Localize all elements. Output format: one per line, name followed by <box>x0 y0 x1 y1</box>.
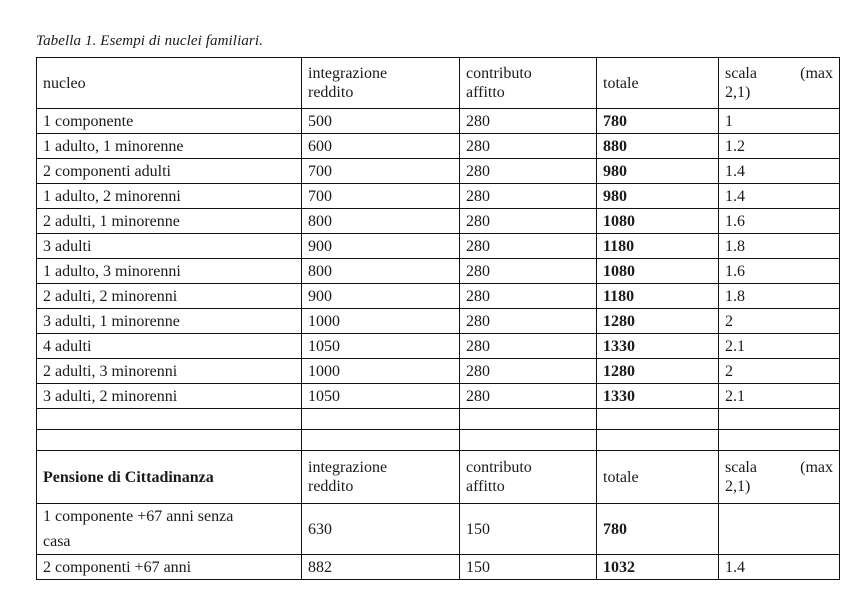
empty-cell <box>460 430 597 451</box>
table-row <box>37 309 840 334</box>
table-row <box>37 555 840 580</box>
cell-nucleo: 3 adulti <box>37 234 302 259</box>
pensione-header-integrazione-line1: integrazione <box>308 459 388 476</box>
header-scala-value: 2,1) <box>725 84 751 101</box>
empty-cell <box>302 409 460 430</box>
cell-nucleo: 3 adulti, 1 minorenne <box>37 309 302 334</box>
header-integrazione-line2: reddito <box>308 84 354 101</box>
cell-scala: 2 <box>719 309 840 334</box>
cell-scala: 1.4 <box>719 159 840 184</box>
cell-integrazione: 1000 <box>302 359 460 384</box>
cell-totale: 1080 <box>597 259 719 284</box>
pensione-header-integrazione <box>302 451 460 504</box>
table-row <box>37 504 840 555</box>
cell-nucleo: 4 adulti <box>37 334 302 359</box>
cell-scala: 2.1 <box>719 334 840 359</box>
cell-integrazione: 800 <box>302 259 460 284</box>
pensione-header-contributo-line2: affitto <box>466 478 505 495</box>
cell-nucleo: 2 adulti, 1 minorenne <box>37 209 302 234</box>
table-row <box>37 109 840 134</box>
header-contributo-line1: contributo <box>466 65 532 82</box>
cell-contributo: 150 <box>460 555 597 580</box>
cell-scala: 2.1 <box>719 384 840 409</box>
cell-scala: 2 <box>719 359 840 384</box>
cell-totale: 880 <box>597 134 719 159</box>
header-integrazione-line1: integrazione <box>308 65 388 82</box>
pensione-header-row <box>37 451 840 504</box>
empty-cell <box>302 430 460 451</box>
households-table <box>36 57 840 580</box>
cell-nucleo: 3 adulti, 2 minorenni <box>37 384 302 409</box>
cell-totale: 780 <box>597 109 719 134</box>
cell-scala: 1.4 <box>719 555 840 580</box>
header-totale: totale <box>597 58 719 109</box>
table-row <box>37 159 840 184</box>
cell-nucleo: 2 adulti, 3 minorenni <box>37 359 302 384</box>
cell-integrazione: 700 <box>302 184 460 209</box>
cell-totale: 1280 <box>597 309 719 334</box>
empty-cell <box>37 409 302 430</box>
pensione-header-integrazione-line2: reddito <box>308 478 354 495</box>
cell-contributo: 280 <box>460 334 597 359</box>
pensione-header-scala-value: 2,1) <box>725 478 751 495</box>
cell-totale: 1280 <box>597 359 719 384</box>
table-row <box>37 334 840 359</box>
table-caption: Tabella 1. Esempi di nuclei familiari. <box>36 33 263 49</box>
table-row <box>37 384 840 409</box>
cell-contributo: 280 <box>460 259 597 284</box>
cell-totale: 980 <box>597 159 719 184</box>
empty-row <box>37 430 840 451</box>
cell-contributo: 280 <box>460 184 597 209</box>
cell-contributo: 280 <box>460 159 597 184</box>
empty-cell <box>37 430 302 451</box>
cell-contributo: 280 <box>460 284 597 309</box>
cell-nucleo <box>37 504 302 555</box>
cell-nucleo: 2 adulti, 2 minorenni <box>37 284 302 309</box>
cell-integrazione: 600 <box>302 134 460 159</box>
header-contributo-line2: affitto <box>466 84 505 101</box>
table-row <box>37 184 840 209</box>
cell-integrazione: 1050 <box>302 334 460 359</box>
table-row <box>37 284 840 309</box>
cell-nucleo-line2: casa <box>43 533 71 550</box>
empty-cell <box>719 430 840 451</box>
cell-scala: 1.8 <box>719 234 840 259</box>
cell-nucleo: 2 componenti +67 anni <box>37 555 302 580</box>
empty-cell <box>597 409 719 430</box>
cell-contributo: 280 <box>460 109 597 134</box>
header-integrazione <box>302 58 460 109</box>
cell-nucleo: 1 componente <box>37 109 302 134</box>
table-row <box>37 259 840 284</box>
cell-integrazione: 882 <box>302 555 460 580</box>
table-header-row <box>37 58 840 109</box>
cell-scala <box>719 504 840 555</box>
cell-contributo: 280 <box>460 234 597 259</box>
cell-totale: 780 <box>597 504 719 555</box>
cell-integrazione: 630 <box>302 504 460 555</box>
cell-integrazione: 1000 <box>302 309 460 334</box>
empty-row <box>37 409 840 430</box>
header-nucleo: nucleo <box>37 58 302 109</box>
pensione-header-totale: totale <box>597 451 719 504</box>
cell-scala: 1.6 <box>719 259 840 284</box>
cell-contributo: 280 <box>460 134 597 159</box>
table-row <box>37 359 840 384</box>
cell-contributo: 150 <box>460 504 597 555</box>
cell-totale: 1180 <box>597 284 719 309</box>
cell-contributo: 280 <box>460 209 597 234</box>
cell-totale: 1032 <box>597 555 719 580</box>
cell-scala: 1.6 <box>719 209 840 234</box>
cell-totale: 1080 <box>597 209 719 234</box>
cell-nucleo: 1 adulto, 2 minorenni <box>37 184 302 209</box>
header-scala <box>719 58 840 109</box>
header-scala-word: scala <box>725 65 757 82</box>
pensione-header-scala <box>719 451 840 504</box>
cell-contributo: 280 <box>460 384 597 409</box>
cell-nucleo: 1 adulto, 3 minorenni <box>37 259 302 284</box>
cell-integrazione: 700 <box>302 159 460 184</box>
cell-integrazione: 800 <box>302 209 460 234</box>
cell-integrazione: 900 <box>302 284 460 309</box>
pensione-title: Pensione di Cittadinanza <box>37 451 302 504</box>
cell-contributo: 280 <box>460 359 597 384</box>
empty-cell <box>460 409 597 430</box>
cell-integrazione: 900 <box>302 234 460 259</box>
pensione-header-contributo <box>460 451 597 504</box>
cell-nucleo: 2 componenti adulti <box>37 159 302 184</box>
pensione-header-contributo-line1: contributo <box>466 459 532 476</box>
cell-nucleo-line1: 1 componente +67 anni senza <box>43 508 234 525</box>
table-row <box>37 209 840 234</box>
cell-scala: 1 <box>719 109 840 134</box>
header-contributo <box>460 58 597 109</box>
cell-scala: 1.4 <box>719 184 840 209</box>
empty-cell <box>719 409 840 430</box>
pensione-header-scala-max: (max <box>800 459 833 476</box>
table-row <box>37 134 840 159</box>
cell-integrazione: 1050 <box>302 384 460 409</box>
cell-totale: 1330 <box>597 384 719 409</box>
cell-totale: 1180 <box>597 234 719 259</box>
cell-contributo: 280 <box>460 309 597 334</box>
table-row <box>37 234 840 259</box>
pensione-header-scala-word: scala <box>725 459 757 476</box>
cell-nucleo: 1 adulto, 1 minorenne <box>37 134 302 159</box>
cell-scala: 1.8 <box>719 284 840 309</box>
cell-integrazione: 500 <box>302 109 460 134</box>
empty-cell <box>597 430 719 451</box>
cell-totale: 1330 <box>597 334 719 359</box>
cell-scala: 1.2 <box>719 134 840 159</box>
cell-totale: 980 <box>597 184 719 209</box>
header-scala-max: (max <box>800 65 833 82</box>
